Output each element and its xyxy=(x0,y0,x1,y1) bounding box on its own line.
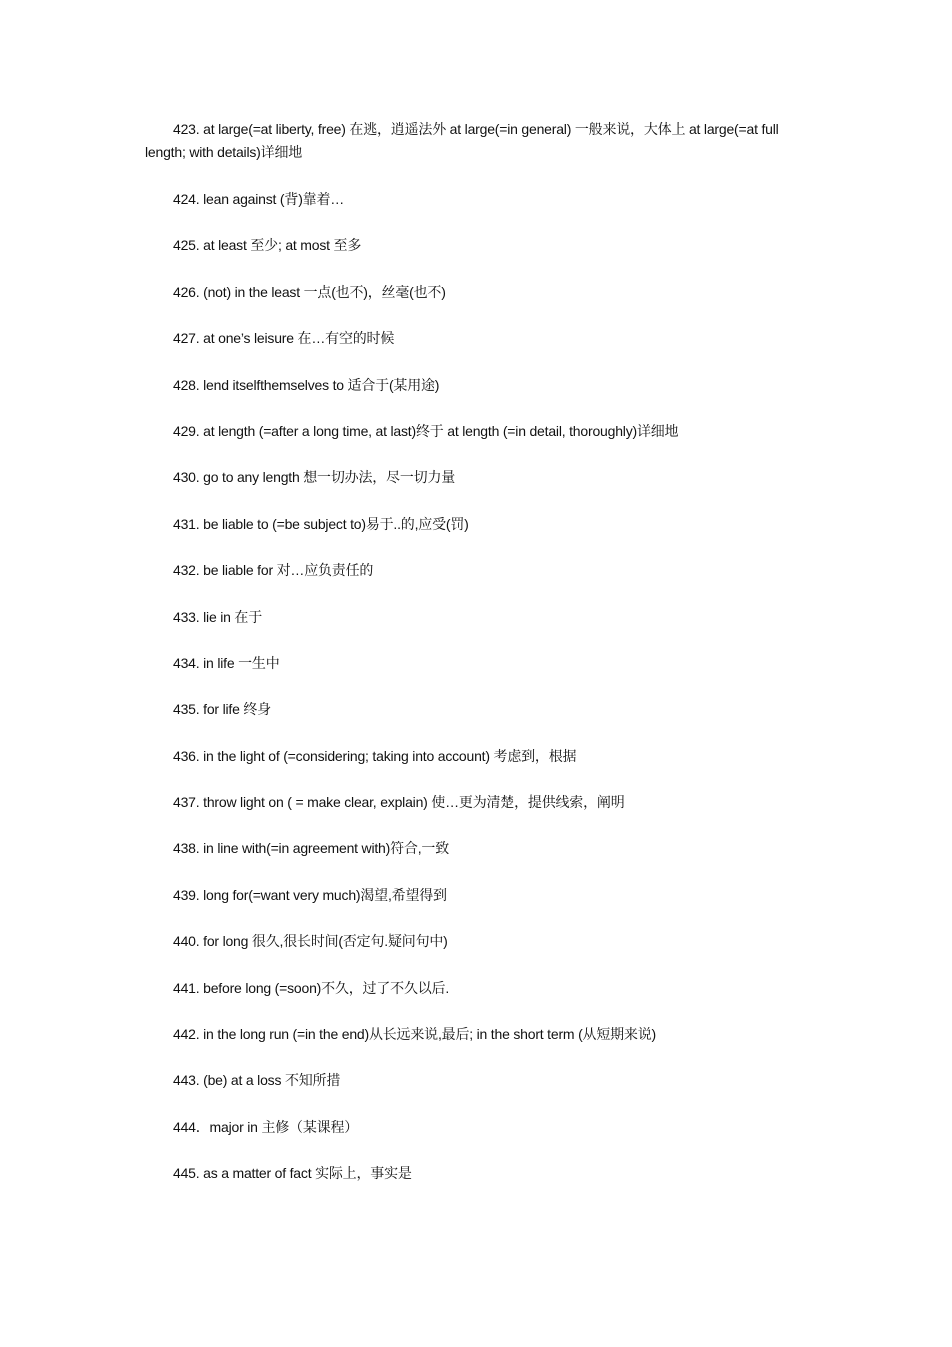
list-item: 425. at least 至少; at most 至多 xyxy=(173,237,362,254)
list-item: 431. be liable to (=be subject to)易于..的,应受(罚) xyxy=(173,515,469,532)
list-item: 438. in line with(=in agreement with)符合,一致 xyxy=(173,840,449,857)
list-item: 445. as a matter of fact 实际上，事实是 xyxy=(173,1165,412,1182)
list-item: 430. go to any length 想一切办法，尽一切力量 xyxy=(173,469,456,486)
list-item: 441. before long (=soon)不久，过了不久以后. xyxy=(173,979,450,996)
list-item: 429. at length (=after a long time, at last)终于 at length (=in detail, thoroughly)详细地 xyxy=(173,422,679,439)
list-item: 437. throw light on ( = make clear, explain) 使…更为清楚，提供线索，阐明 xyxy=(173,794,625,811)
phrase-list xyxy=(145,118,810,1209)
list-item: 424. lean against (背)靠着… xyxy=(173,191,345,207)
list-item: 426. (not) in the least 一点(也不)，丝毫(也不) xyxy=(173,283,446,300)
list-item: 434. in life 一生中 xyxy=(173,654,280,671)
list-item: 428. lend itselfthemselves to 适合于(某用途) xyxy=(173,376,440,393)
list-item: 440. for long 很久,很长时间(否定句.疑问句中) xyxy=(173,933,448,950)
list-item: 432. be liable for 对…应负责任的 xyxy=(173,562,374,579)
list-item: 442. in the long run (=in the end)从长远来说,最后; in the short term (从短期来说) xyxy=(173,1026,656,1043)
list-item: 423. at large(=at liberty, free) 在逃，逍遥法外 at large(=in general) 一般来说，大体上 at large(=at full length; with details)详细地 xyxy=(145,121,779,160)
list-item: 439. long for(=want very much)渴望,希望得到 xyxy=(173,886,447,903)
list-item: 436. in the light of (=considering; taking into account) 考虑到，根据 xyxy=(173,747,577,764)
list-item: 443. (be) at a loss 不知所措 xyxy=(173,1072,341,1089)
list-item: 444．major in 主修（某课程） xyxy=(173,1118,359,1135)
list-item: 435. for life 终身 xyxy=(173,701,271,718)
list-item: 433. lie in 在于 xyxy=(173,608,263,625)
list-item: 427. at one’s leisure 在…有空的时候 xyxy=(173,330,395,347)
